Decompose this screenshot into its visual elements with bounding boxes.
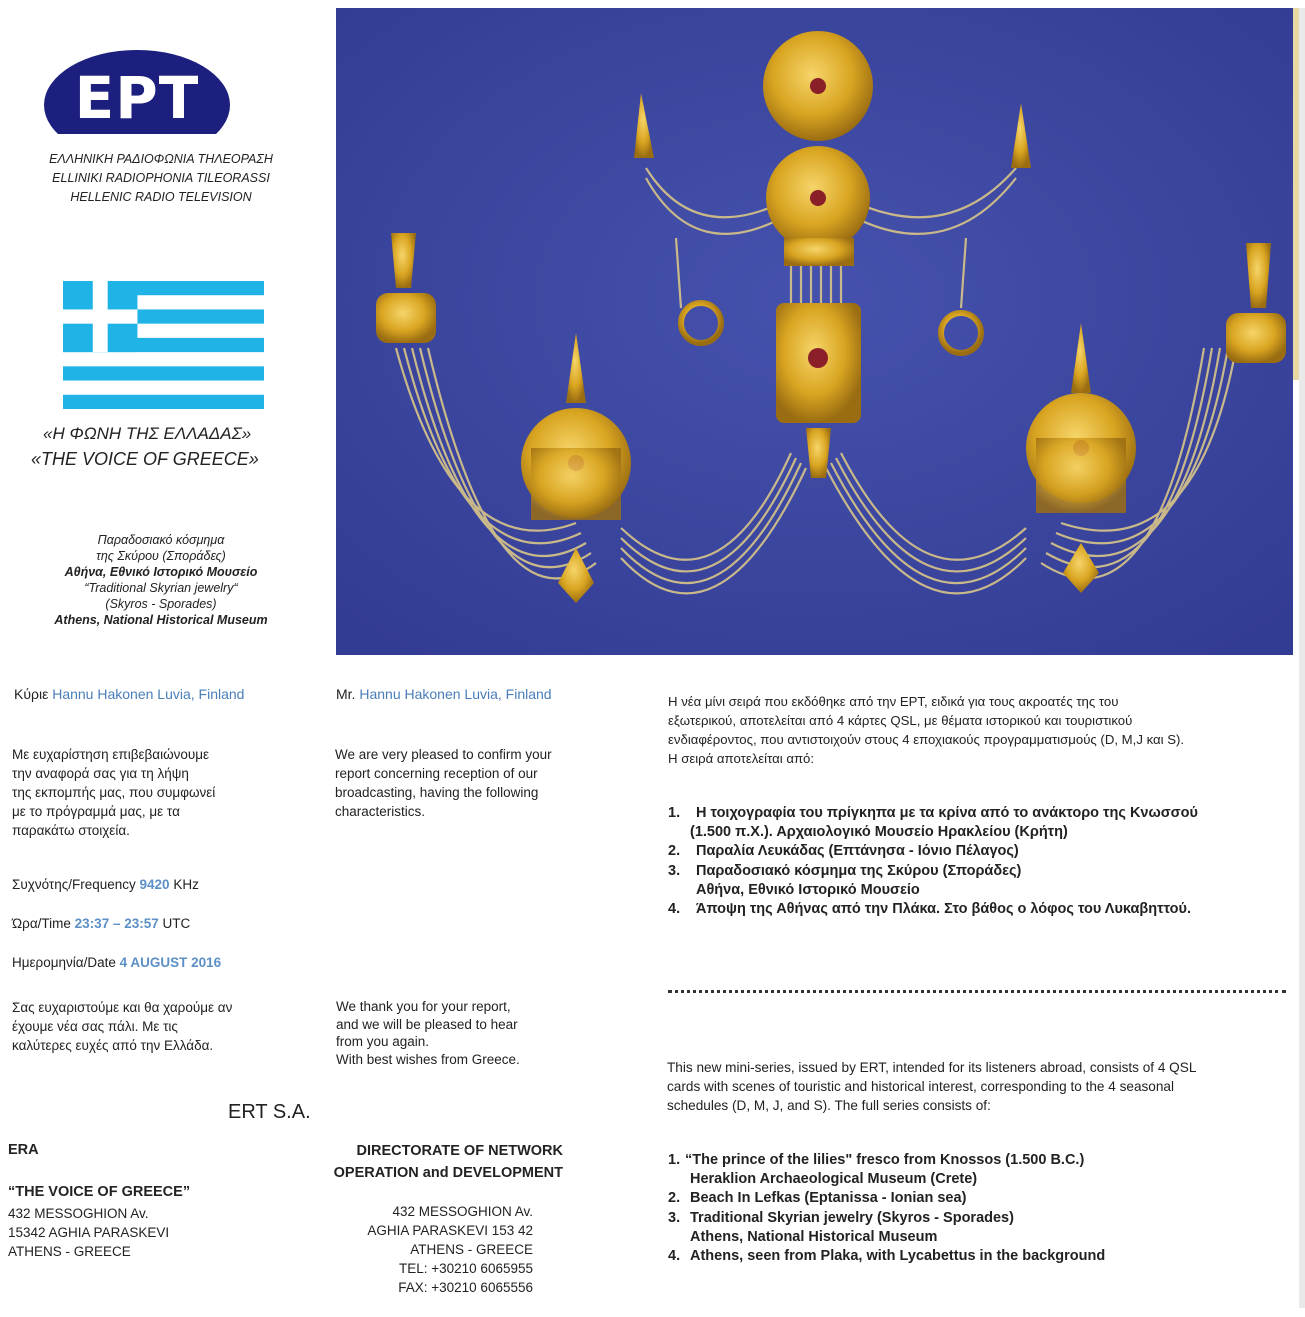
series-intro-greek: [668, 692, 1288, 768]
text-line: Η σειρά αποτελείται από:: [668, 751, 815, 766]
item-line: Η τοιχογραφία του πρίγκηπα με τα κρίνα από το ανάκτορο της Κνωσσού: [696, 805, 1198, 821]
phone-line: TEL: +30210 6065955: [399, 1261, 533, 1276]
text-line: report concerning reception of our: [335, 766, 538, 781]
text-line: παρακάτω στοιχεία.: [12, 823, 130, 838]
list-item: [668, 1209, 1268, 1247]
item-number: 4.: [668, 901, 681, 918]
salutation-english: Mr.: [336, 686, 356, 702]
text-line: This new mini-series, issued by ERT, intended for its listeners abroad, consists of 4 QSL: [667, 1060, 1197, 1075]
text-line: την αναφορά σας για τη λήψη: [12, 766, 189, 781]
item-number: 2.: [668, 843, 681, 860]
time-label: Ώρα/Time: [12, 916, 71, 931]
caption-line: (Skyros - Sporades): [105, 597, 217, 611]
fax-line: FAX: +30210 6065556: [398, 1280, 533, 1295]
address-line: 432 MESSOGHION Av.: [8, 1206, 149, 1221]
skyrian-jewelry-photo: [336, 8, 1293, 655]
item-line: (1.500 π.Χ.). Αρχαιολογικό Μουσείο Ηρακλείου (Κρήτη): [690, 824, 1068, 841]
list-item: [668, 900, 1268, 919]
item-line: Αθήνα, Εθνικό Ιστορικό Μουσείο: [696, 881, 920, 898]
thanks-greek: [12, 998, 312, 1055]
era-address: [8, 1204, 268, 1261]
text-line: της εκπομπής μας, που συμφωνεί: [12, 785, 216, 800]
thanks-english: [336, 998, 636, 1068]
text-line: ενδιαφέροντος, που αντιστοιχούν στους 4 εποχιακούς προγραμματισμούς (D, M,J και S).: [668, 732, 1185, 747]
frequency-label: Συχνότης/Frequency: [12, 877, 136, 892]
time-row: [12, 914, 190, 933]
text-line: We thank you for your report,: [336, 999, 511, 1014]
address-line: AGHIA PARASKEVI 153 42: [367, 1223, 533, 1238]
salutation-greek: Κύριε: [14, 686, 49, 702]
text-line: schedules (D, M, J, and S). The full series consists of:: [667, 1098, 991, 1113]
list-item: [668, 804, 1268, 842]
text-line: Η νέα μίνι σειρά που εκδόθηκε από την ΕΡΤ, ειδικά για τους ακροατές της του: [668, 694, 1119, 709]
logo-text: EPT: [74, 64, 200, 132]
title-line: OPERATION and DEVELOPMENT: [333, 1165, 563, 1181]
title-line: DIRECTORATE OF NETWORK: [356, 1143, 563, 1159]
text-line: We are very pleased to confirm your: [335, 747, 552, 762]
date-row: [12, 953, 221, 972]
item-line: Παραλία Λευκάδας (Επτάνησα - Ιόνιο Πέλαγος): [696, 843, 1019, 860]
org-name-english: HELLENIC RADIO TELEVISION: [70, 190, 252, 204]
caption-line: Παραδοσιακό κόσμημα: [97, 533, 225, 547]
item-number: 4.: [668, 1248, 681, 1265]
address-line: ATHENS - GREECE: [8, 1244, 131, 1259]
recipient-english: [336, 685, 552, 704]
directorate-address: [300, 1202, 533, 1297]
date-value: 4 AUGUST 2016: [119, 955, 222, 970]
voice-english: «THE VOICE OF GREECE»: [31, 449, 259, 469]
text-line: With best wishes from Greece.: [336, 1051, 520, 1067]
text-line: broadcasting, having the following: [335, 785, 539, 800]
list-item: [668, 1151, 1268, 1189]
item-line: Athens, National Historical Museum: [690, 1228, 938, 1245]
list-item: [668, 1189, 1268, 1208]
time-value: 23:37 – 23:57: [74, 916, 159, 931]
text-line: Σας ευχαριστούμε και θα χαρούμε αν: [12, 1000, 233, 1015]
caption-line: της Σκύρου (Σποράδες): [96, 549, 226, 563]
text-line: and we will be pleased to hear: [336, 1016, 518, 1032]
dotted-divider: [668, 990, 1286, 996]
item-number: 1.: [668, 805, 681, 821]
caption-line: “Traditional Skyrian jewelry“: [84, 581, 238, 595]
text-line: cards with scenes of touristic and historical interest, corresponding to the 4 seasonal: [667, 1079, 1175, 1094]
voice-greek: «Η ΦΩΝΗ ΤΗΣ ΕΛΛΑΔΑΣ»: [43, 424, 252, 443]
list-item: [668, 862, 1268, 900]
item-line: Heraklion Archaeological Museum (Crete): [690, 1171, 978, 1188]
text-line: Με ευχαρίστηση επιβεβαιώνουμε: [12, 747, 210, 762]
frequency-unit: KHz: [173, 877, 199, 892]
caption-line: Αθήνα, Εθνικό Ιστορικό Μουσείο: [64, 565, 258, 579]
list-item: [668, 1247, 1268, 1266]
text-line: καλύτερες ευχές από την Ελλάδα.: [12, 1038, 214, 1053]
series-list-english: [668, 1151, 1268, 1266]
list-item: [668, 842, 1268, 861]
text-line: έχουμε νέα σας πάλι. Με τις: [12, 1019, 178, 1034]
text-line: εξωτερικού, αποτελείται από 4 κάρτες QSL, με θέματα ιστορικού και τουριστικού: [668, 713, 1133, 728]
series-intro-english: [667, 1058, 1257, 1115]
address-line: 15342 AGHIA PARASKEVI: [8, 1225, 170, 1240]
item-number: 1.: [668, 1152, 681, 1168]
directorate-title: [300, 1140, 563, 1184]
caption-line: Athens, National Historical Museum: [54, 613, 268, 627]
confirm-greek: [12, 745, 312, 840]
time-unit: UTC: [162, 916, 191, 931]
recipient-name: Hannu Hakonen Luvia, Finland: [359, 686, 552, 702]
org-name-transliterated: ELLINIKI RADIOPHONIA TILEORASSI: [52, 171, 270, 185]
address-line: ATHENS - GREECE: [410, 1242, 533, 1257]
item-number: 3.: [668, 1209, 681, 1226]
page-edge: [1299, 8, 1305, 1308]
series-list-greek: [668, 804, 1268, 919]
item-line: Traditional Skyrian jewelry (Skyros - Sporades): [690, 1209, 1014, 1226]
ert-logo: [44, 50, 230, 134]
text-line: με το πρόγραμμά μας, με τα: [12, 804, 180, 819]
item-line: Athens, seen from Plaka, with Lycabettus in the background: [690, 1248, 1106, 1265]
item-number: 2.: [668, 1190, 681, 1207]
item-line: “The prince of the lilies" fresco from Knossos (1.500 B.C.): [685, 1152, 1085, 1168]
company-name: ERT S.A.: [228, 1101, 311, 1123]
frequency-row: [12, 875, 199, 894]
date-label: Ημερομηνία/Date: [12, 955, 116, 970]
text-line: from you again.: [336, 1034, 430, 1049]
address-line: 432 MESSOGHION Av.: [392, 1204, 533, 1219]
item-line: Παραδοσιακό κόσμημα της Σκύρου (Σποράδες): [696, 862, 1022, 879]
item-line: Beach In Lefkas (Eptanissa - Ionian sea): [690, 1190, 967, 1207]
text-line: characteristics.: [335, 804, 426, 819]
recipient-name: Hannu Hakonen Luvia, Finland: [52, 686, 245, 702]
frequency-value: 9420: [139, 877, 170, 892]
item-number: 3.: [668, 862, 681, 879]
item-line: Άποψη της Αθήνας από την Πλάκα. Στο βάθος ο λόφος του Λυκαβηττού.: [696, 901, 1191, 918]
recipient-greek: [14, 685, 244, 704]
org-name-greek: ΕΛΛΗΝΙΚΗ ΡΑΔΙΟΦΩΝΙΑ ΤΗΛΕΟΡΑΣΗ: [49, 152, 273, 166]
era-title: ERA: [8, 1142, 39, 1158]
confirm-english: [335, 745, 635, 821]
era-voice: “THE VOICE OF GREECE”: [8, 1184, 191, 1200]
greek-flag-icon: [63, 281, 264, 409]
